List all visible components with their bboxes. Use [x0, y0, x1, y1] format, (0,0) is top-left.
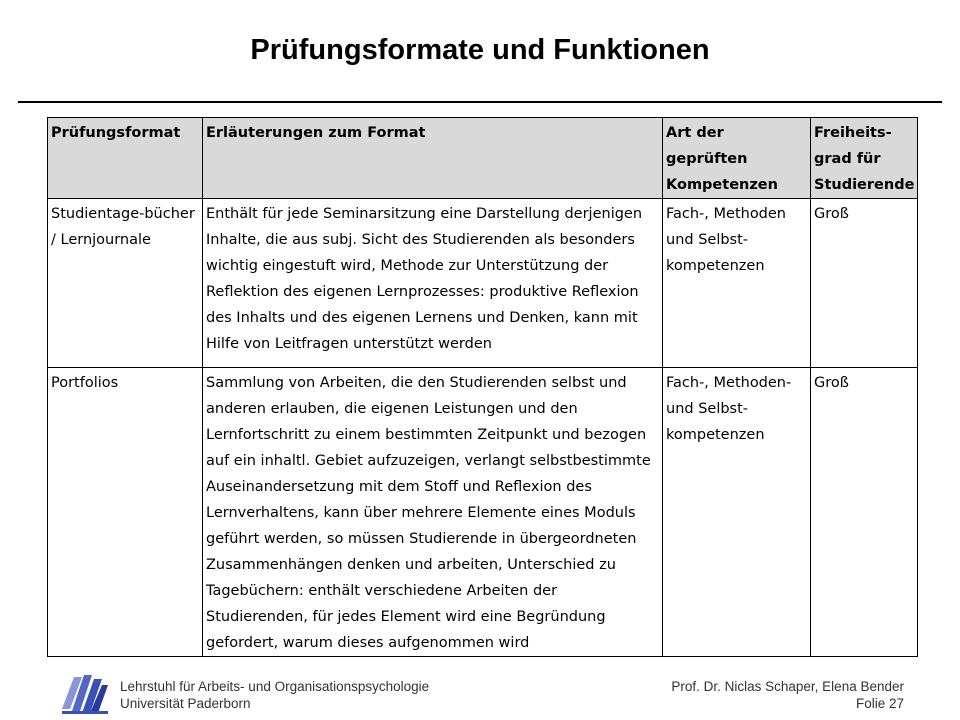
formats-table	[47, 117, 918, 657]
header-cell-explanation: Erläuterungen zum Format	[203, 118, 663, 199]
footer-chair: Lehrstuhl für Arbeits- und Organisationspsychologie	[120, 679, 430, 694]
table-header-row	[48, 118, 918, 199]
cell-competencies: Fach-, Methoden- und Selbst-kompetenzen	[663, 368, 811, 657]
slide-title: Prüfungsformate und Funktionen	[250, 34, 710, 66]
header-cell-freedom: Freiheits-grad für Studierende	[811, 118, 918, 199]
university-logo-icon	[60, 671, 110, 717]
title-divider	[18, 101, 942, 103]
footer-right	[671, 678, 904, 712]
table-row	[48, 199, 918, 368]
header-cell-competencies: Art der geprüften Kompetenzen	[663, 118, 811, 199]
cell-competencies: Fach-, Methoden und Selbst-kompetenzen	[663, 199, 811, 368]
header-cell-format: Prüfungsformat	[48, 118, 203, 199]
cell-format: Portfolios	[48, 368, 203, 657]
footer-left	[120, 678, 429, 712]
cell-freedom: Groß	[811, 368, 918, 657]
footer-university: Universität Paderborn	[120, 696, 251, 711]
cell-format: Studientage-bücher / Lernjournale	[48, 199, 203, 368]
table-row	[48, 368, 918, 657]
footer-slide-number: Folie 27	[855, 696, 904, 711]
cell-explanation: Sammlung von Arbeiten, die den Studierenden selbst und anderen erlauben, die eigenen Leistungen und den Lernfortschritt zu einem bestimmten Zeitpunkt und bezogen auf ein inhaltl. Gebiet aufzuzeigen, verlangt selbstbestimmte Auseinandersetzung mit dem Stoff und Reflexion des Lernverhaltens, kann über mehrere Elemente eines Moduls geführt werden, so müssen Studierende in übergeordneten Zusammenhängen denken und arbeiten, Unterschied zu Tagebüchern: enthält verschiedene Arbeiten der Studierenden, für jedes Element wird eine Begründung gefordert, warum dieses aufgenommen wird	[203, 368, 663, 657]
cell-freedom: Groß	[811, 199, 918, 368]
footer-authors: Prof. Dr. Niclas Schaper, Elena Bender	[671, 679, 904, 694]
cell-explanation: Enthält für jede Seminarsitzung eine Darstellung derjenigen Inhalte, die aus subj. Sicht des Studierenden als besonders wichtig eingestuft wird, Methode zur Unterstützung der Reflektion des eigenen Lernprozesses: produktive Reflexion des Inhalts und des eigenen Lernens und Denken, kann mit Hilfe von Leitfragen unterstützt werden	[203, 199, 663, 368]
